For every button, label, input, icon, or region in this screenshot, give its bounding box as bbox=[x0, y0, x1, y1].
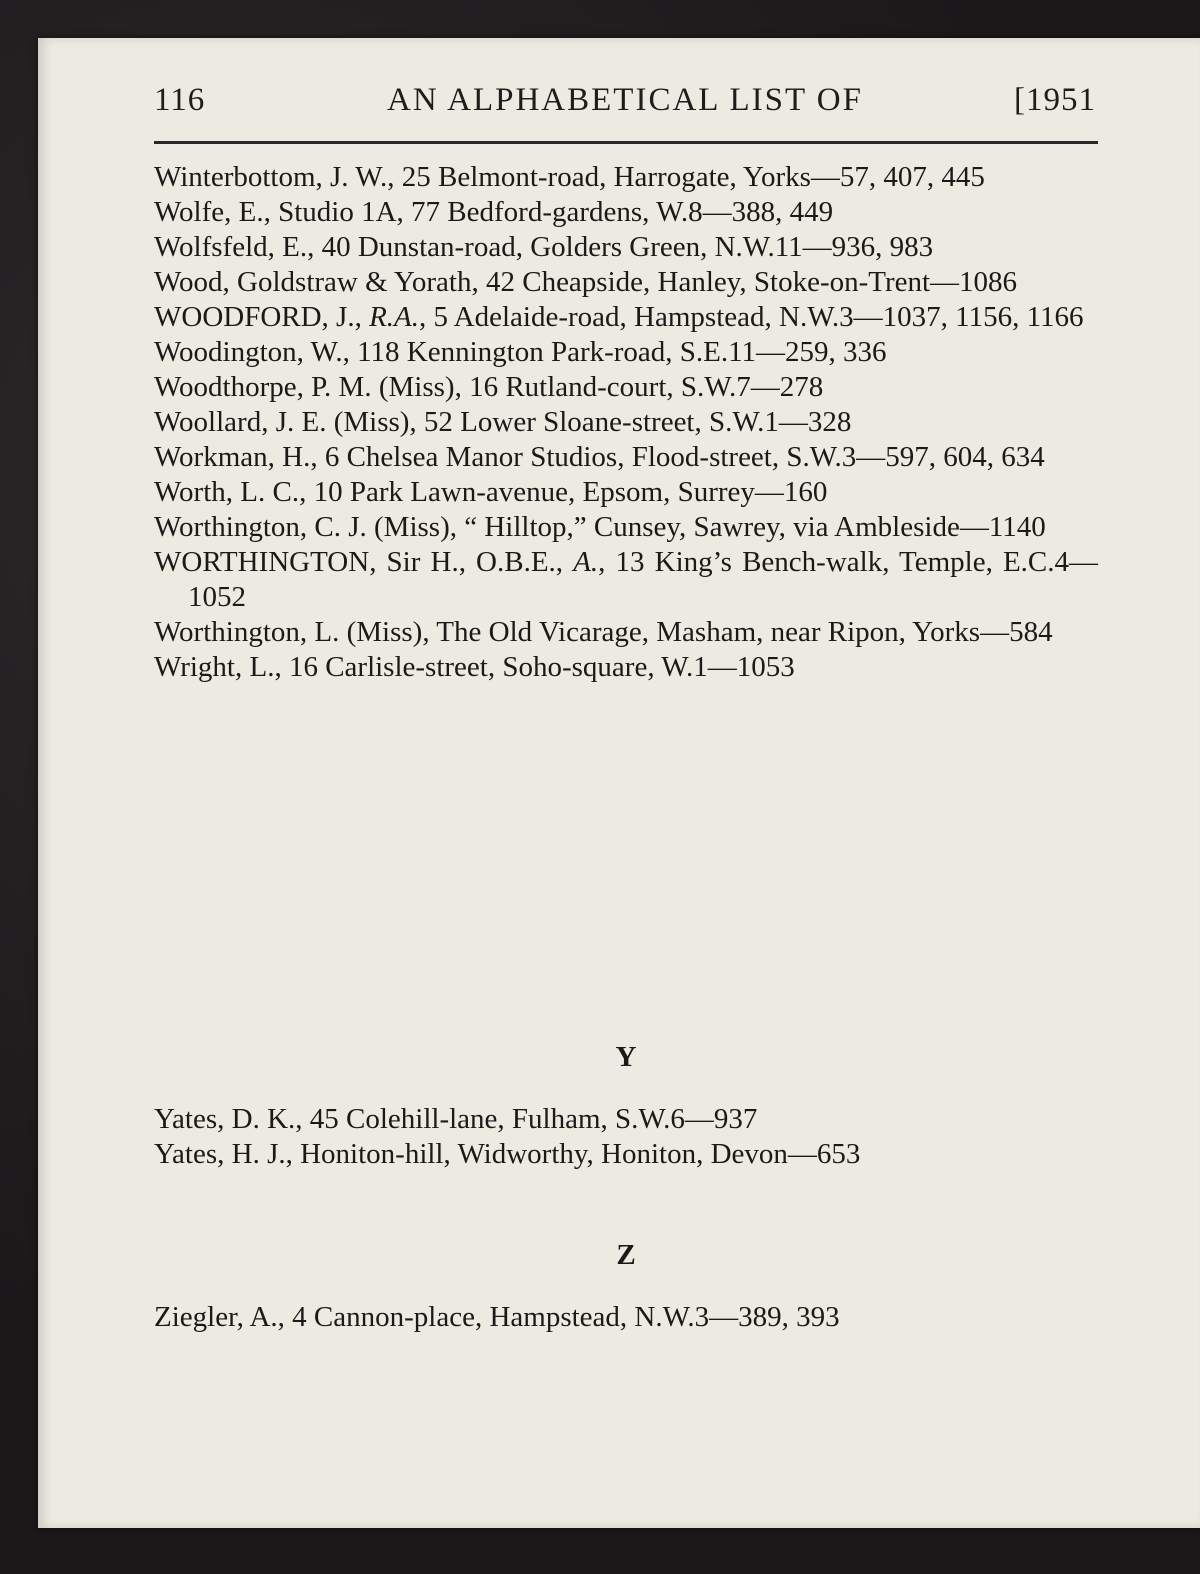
list-entry: Wright, L., 16 Carlisle-street, Soho-square, W.1—1053 bbox=[154, 651, 795, 683]
list-entry bbox=[154, 545, 1098, 615]
list-entry: Woollard, J. E. (Miss), 52 Lower Sloane-street, S.W.1—328 bbox=[154, 406, 852, 438]
list-entry: Ziegler, A., 4 Cannon-place, Hampstead, N.W.3—389, 393 bbox=[154, 1301, 840, 1333]
running-title: AN ALPHABETICAL LIST OF bbox=[387, 82, 863, 118]
list-entry bbox=[154, 300, 1098, 335]
entries-z-list bbox=[154, 1300, 1098, 1335]
section-heading-z: Z bbox=[616, 1239, 636, 1271]
list-entry: Workman, H., 6 Chelsea Manor Studios, Flood-street, S.W.3—597, 604, 634 bbox=[154, 441, 1045, 473]
page-number: 116 bbox=[154, 82, 206, 118]
entry-name: WOODFORD, J., bbox=[154, 301, 370, 333]
entry-name: WORTHINGTON, Sir H., O.B.E., bbox=[154, 546, 574, 578]
entry-address: , 5 Adelaide-road, Hampstead, N.W.3—1037, 1156, 1166 bbox=[419, 301, 1084, 333]
header-rule bbox=[154, 141, 1098, 144]
list-entry: Wolfsfeld, E., 40 Dunstan-road, Golders Green, N.W.11—936, 983 bbox=[154, 231, 934, 263]
list-entry: Worth, L. C., 10 Park Lawn-avenue, Epsom, Surrey—160 bbox=[154, 476, 828, 508]
running-header bbox=[154, 82, 1096, 132]
list-entry: Yates, D. K., 45 Colehill-lane, Fulham, S.W.6—937 bbox=[154, 1103, 758, 1135]
entry-honour: R.A. bbox=[369, 301, 420, 333]
section-heading-y: Y bbox=[615, 1041, 637, 1073]
list-entry: Winterbottom, J. W., 25 Belmont-road, Harrogate, Yorks—57, 407, 445 bbox=[154, 161, 985, 193]
list-entry: Woodthorpe, P. M. (Miss), 16 Rutland-court, S.W.7—278 bbox=[154, 371, 824, 403]
entries-w-list bbox=[154, 160, 1098, 685]
list-entry: Yates, H. J., Honiton-hill, Widworthy, Honiton, Devon—653 bbox=[154, 1138, 861, 1170]
entry-address: , 13 King’s Bench-walk, Temple, E.C.4—1052 bbox=[188, 546, 1098, 613]
entry-honour: A. bbox=[573, 546, 599, 578]
list-entry: Worthington, L. (Miss), The Old Vicarage, Masham, near Ripon, Yorks—584 bbox=[154, 616, 1053, 648]
list-entry: Wood, Goldstraw & Yorath, 42 Cheapside, Hanley, Stoke-on-Trent—1086 bbox=[154, 266, 1018, 298]
entries-y-list bbox=[154, 1102, 1098, 1172]
list-entry: Worthington, C. J. (Miss), “ Hilltop,” Cunsey, Sawrey, via Ambleside—1140 bbox=[154, 511, 1046, 543]
list-entry: Woodington, W., 118 Kennington Park-road, S.E.11—259, 336 bbox=[154, 336, 887, 368]
list-entry: Wolfe, E., Studio 1A, 77 Bedford-gardens, W.8—388, 449 bbox=[154, 196, 834, 228]
running-year: [1951 bbox=[1014, 82, 1096, 118]
